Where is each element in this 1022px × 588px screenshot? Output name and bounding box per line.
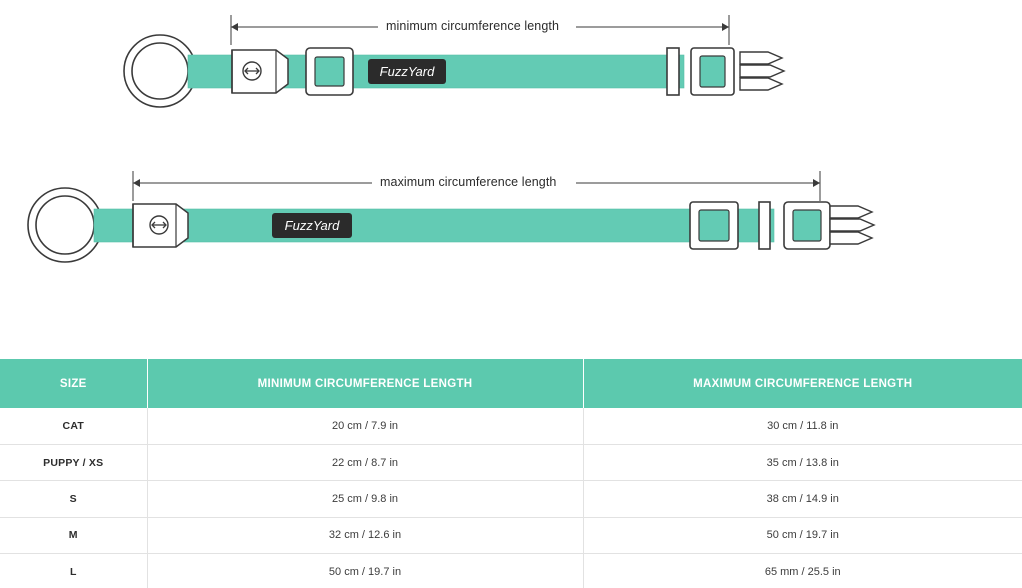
quick-release-buckle-icon: [133, 204, 188, 247]
strap-tail-icon: [830, 206, 874, 244]
cell-size: CAT: [0, 408, 147, 444]
cell-minimum: 50 cm / 19.7 in: [147, 554, 583, 588]
cell-size: PUPPY / XS: [0, 444, 147, 480]
quick-release-buckle-icon: [232, 50, 288, 93]
slider-keeper-icon: [306, 48, 353, 95]
cell-maximum: 65 mm / 25.5 in: [583, 554, 1022, 588]
cell-maximum: 38 cm / 14.9 in: [583, 481, 1022, 517]
d-ring-icon: [28, 188, 102, 262]
table-header-row: [0, 359, 1022, 408]
cell-minimum: 22 cm / 8.7 in: [147, 444, 583, 480]
table-row: [0, 517, 1022, 553]
cell-minimum: 32 cm / 12.6 in: [147, 517, 583, 553]
minimum-dimension-line: [231, 15, 729, 45]
minimum-circumference-diagram: [0, 0, 1022, 120]
table-row: [0, 554, 1022, 588]
size-chart-table: [0, 359, 1022, 588]
slider-keeper-icon: [784, 202, 830, 249]
keeper-loop-icon: [667, 48, 679, 95]
column-header-maximum: MAXIMUM CIRCUMFERENCE LENGTH: [583, 359, 1022, 408]
cell-maximum: 50 cm / 19.7 in: [583, 517, 1022, 553]
brand-tag-text: FuzzYard: [284, 218, 340, 233]
cell-minimum: 25 cm / 9.8 in: [147, 481, 583, 517]
maximum-circumference-diagram: [0, 155, 1022, 280]
brand-tag-text: FuzzYard: [379, 64, 435, 79]
table-row: [0, 408, 1022, 444]
tri-glide-adjuster-icon: [690, 202, 738, 249]
column-header-minimum: MINIMUM CIRCUMFERENCE LENGTH: [147, 359, 583, 408]
maximum-dimension-label: maximum circumference length: [380, 175, 557, 189]
table-row: [0, 481, 1022, 517]
tri-glide-adjuster-icon: [691, 48, 734, 95]
cell-maximum: 30 cm / 11.8 in: [583, 408, 1022, 444]
table-row: [0, 444, 1022, 480]
cell-size: S: [0, 481, 147, 517]
cell-size: L: [0, 554, 147, 588]
d-ring-icon: [124, 35, 196, 107]
cell-size: M: [0, 517, 147, 553]
maximum-dimension-line: [133, 171, 820, 201]
collar-strap: [94, 209, 774, 242]
column-header-size: SIZE: [0, 359, 147, 408]
keeper-loop-icon: [759, 202, 770, 249]
strap-tail-icon: [740, 52, 784, 90]
minimum-dimension-label: minimum circumference length: [386, 19, 559, 33]
size-chart-table-wrapper: [0, 359, 1022, 588]
cell-minimum: 20 cm / 7.9 in: [147, 408, 583, 444]
cell-maximum: 35 cm / 13.8 in: [583, 444, 1022, 480]
